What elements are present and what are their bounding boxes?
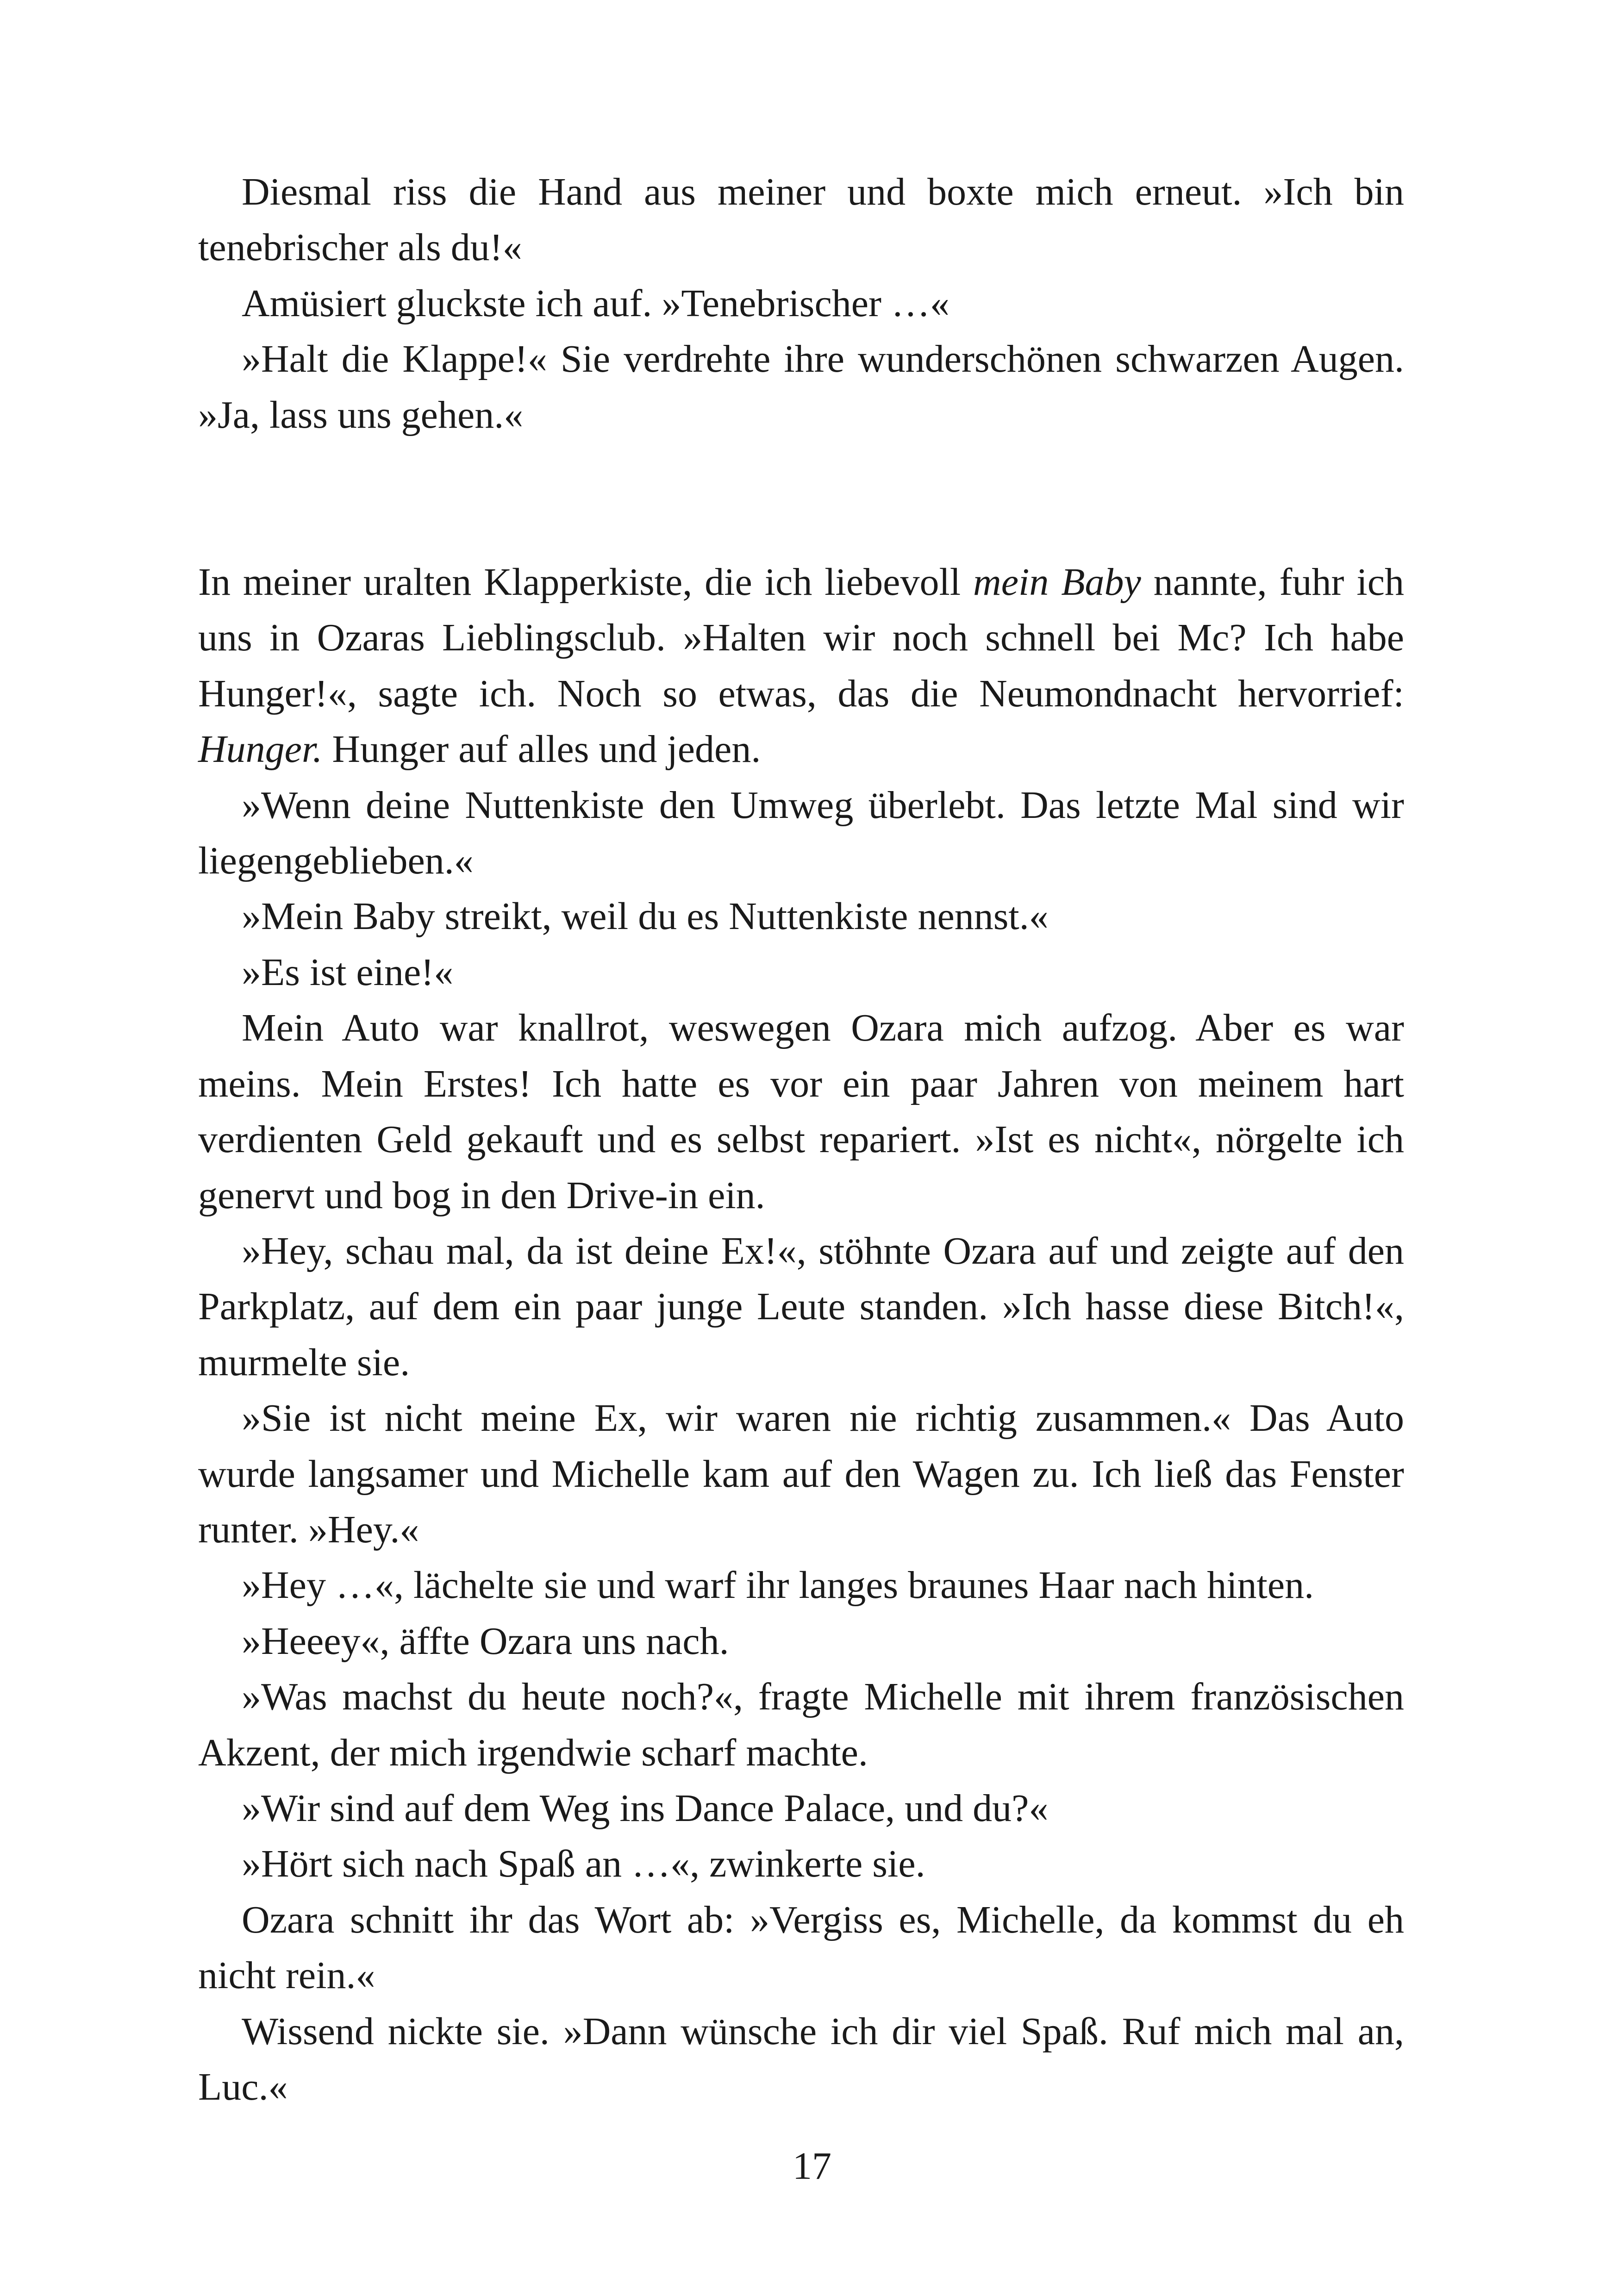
paragraph: »Halt die Klappe!« Sie verdrehte ihre wunderschönen schwarzen Augen. »Ja, lass uns gehen.« <box>198 337 1404 437</box>
paragraph: »Es ist eine!« <box>242 950 454 994</box>
paragraph: »Heeey«, äffte Ozara uns nach. <box>242 1619 729 1663</box>
paragraph: Wissend nickte sie. »Dann wünsche ich dir viel Spaß. Ruf mich mal an, Luc.« <box>198 2009 1404 2108</box>
paragraph: »Sie ist nicht meine Ex, wir waren nie richtig zusammen.« Das Auto wurde langsamer und Michelle kam auf den Wagen zu. Ich ließ das Fenster runter. »Hey.« <box>198 1397 1404 1551</box>
emphasis-text: Hunger. <box>198 728 323 771</box>
paragraph-section-start <box>198 555 1404 778</box>
paragraph: Mein Auto war knallrot, weswegen Ozara mich aufzog. Aber es war meins. Mein Erstes! Ich hatte es vor ein paar Jahren von meinem hart verdienten Geld gekauft und es selbst repariert. »Ist es nicht«, nörgelte ich genervt und bog in den Drive-in ein. <box>198 1006 1404 1217</box>
paragraph: »Wir sind auf dem Weg ins Dance Palace, und du?« <box>242 1786 1049 1830</box>
paragraph: Diesmal riss die Hand aus meiner und boxte mich erneut. »Ich bin tenebrischer als du!« <box>198 170 1404 269</box>
body-text <box>198 164 1404 2115</box>
paragraph: Amüsiert gluckste ich auf. »Tenebrischer …« <box>242 281 949 325</box>
paragraph: »Hey, schau mal, da ist deine Ex!«, stöhnte Ozara auf und zeigte auf den Parkplatz, auf dem ein paar junge Leute standen. »Ich hasse diese Bitch!«, murmelte sie. <box>198 1229 1404 1384</box>
page-number: 17 <box>793 2145 831 2188</box>
paragraph: »Was machst du heute noch?«, fragte Michelle mit ihrem französischen Akzent, der mich irgendwie scharf machte. <box>198 1675 1404 1774</box>
paragraph: »Mein Baby streikt, weil du es Nuttenkiste nennst.« <box>242 895 1049 938</box>
emphasis-text: mein Baby <box>973 561 1141 604</box>
paragraph-text: In meiner uralten Klapperkiste, die ich liebevoll <box>198 561 974 604</box>
paragraph-text: Hunger auf alles und jeden. <box>322 728 761 771</box>
paragraph-text: nannte, fuhr ich uns in Ozaras Lieblingsclub. »Halten wir noch schnell bei Mc? Ich habe Hunger!«, sagte ich. Noch so etwas, das die Neumondnacht hervorrief: <box>198 561 1404 715</box>
paragraph: »Hey …«, lächelte sie und warf ihr langes braunes Haar nach hinten. <box>242 1564 1314 1607</box>
paragraph: »Wenn deine Nuttenkiste den Umweg überlebt. Das letzte Mal sind wir liegengeblieben.« <box>198 783 1404 883</box>
paragraph: »Hört sich nach Spaß an …«, zwinkerte sie. <box>242 1842 925 1886</box>
paragraph: Ozara schnitt ihr das Wort ab: »Vergiss es, Michelle, da kommst du eh nicht rein.« <box>198 1898 1404 1997</box>
